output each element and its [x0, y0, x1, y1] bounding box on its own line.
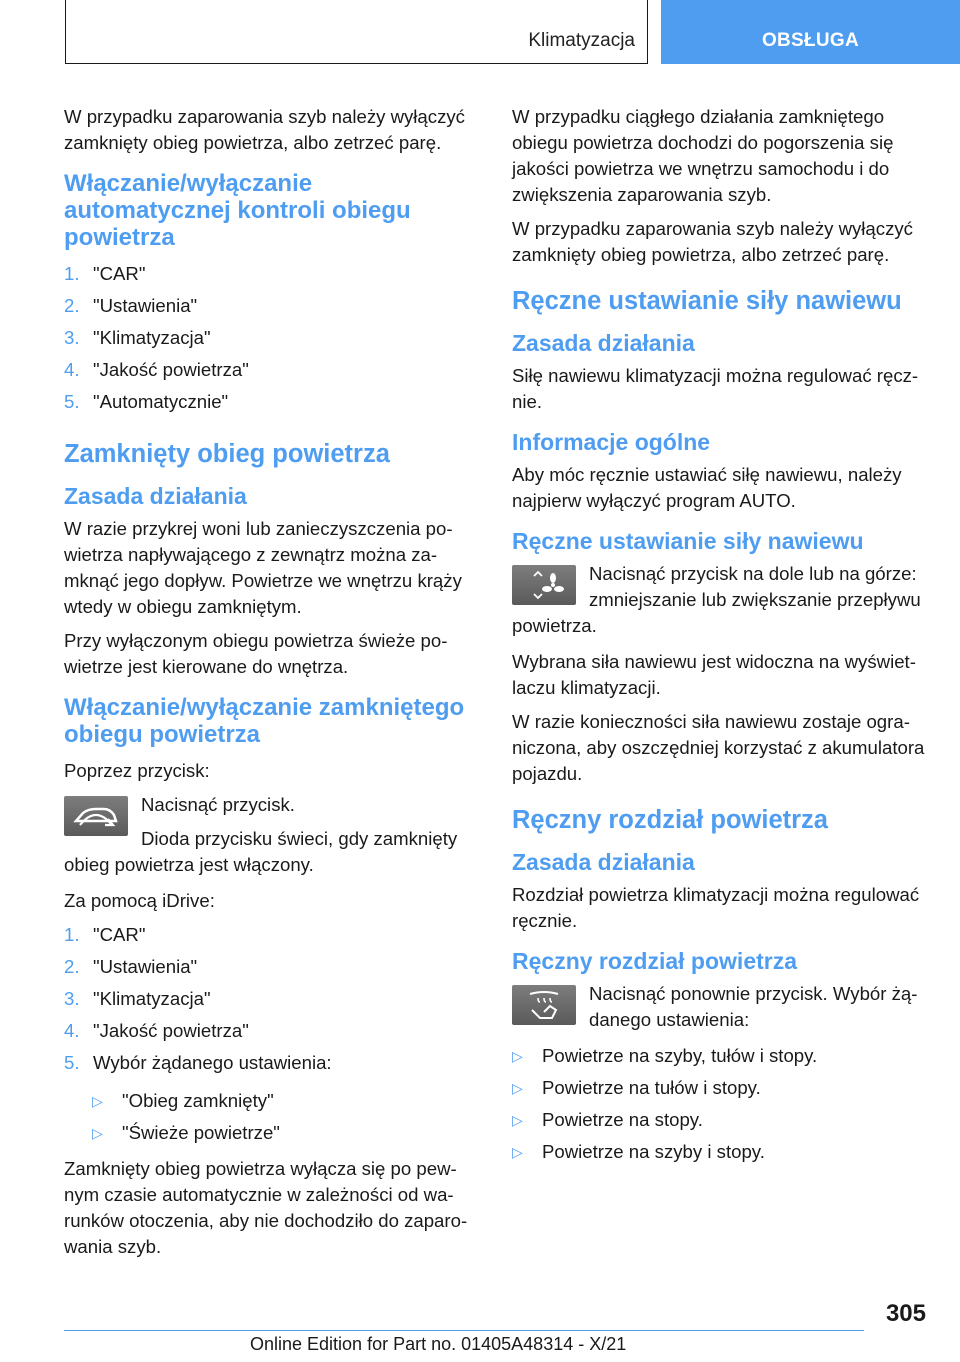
intro-paragraph: W przypadku zaparowania szyb należy wyłączyć zamknięty obieg powietrza, albo zetrzeć parę. — [64, 106, 465, 153]
footer-divider — [64, 1330, 864, 1331]
heading-closed-recirc: Zamknięty obieg powietrza — [64, 440, 390, 468]
heading-distribution-2: Ręczny rozdział powietrza — [512, 948, 798, 974]
fan-icon — [512, 565, 576, 605]
heading-fan-manual: Ręczne ustawianie siły nawiewu — [512, 287, 902, 315]
list-item: ▷ Powietrze na szyby, tułów i stopy. — [512, 1043, 930, 1075]
list-item: ▷ Powietrze na stopy. — [512, 1107, 930, 1139]
heading-toggle-closed: Włączanie/wyłączanie zamkniętego obiegu powietrza — [64, 694, 465, 748]
list-item: ▷ "Obieg zamknięty" — [92, 1088, 476, 1120]
auto-off-paragraph: Zamknięty obieg powietrza wyłącza się po pewnym czasie automatycznie w zależności od warunków otoczenia, aby nie dochodziło do zaparowania szyb. — [64, 1158, 468, 1257]
heading-distribution: Ręczny rozdział powietrza — [512, 806, 828, 834]
fan-button-block — [512, 561, 930, 639]
fan-icon-text: Nacisnąć przycisk na dole lub na górze: zmniejszanie lub zwiększanie przepływu powietrza. — [512, 563, 921, 636]
list-item: 4. "Jakość powietrza" — [64, 1020, 249, 1041]
right-column — [512, 104, 930, 1171]
paragraph-1: W przypadku ciągłego działania zamkniętego obiegu powietrza dochodzi do pogorszenia się jakości powietrza we wnętrzu samochodu i do zwiększenia zaparowania szyb. — [512, 106, 894, 205]
heading-principle-2: Zasada działania — [512, 849, 695, 875]
paragraph-2: W przypadku zaparowania szyb należy wyłączyć zamknięty obieg powietrza, albo zetrzeć parę. — [512, 218, 913, 265]
heading-principle: Zasada działania — [512, 330, 695, 356]
fan-limit-paragraph: W razie konieczności siła nawiewu zostaje ograniczona, aby oszczędniej korzystać z akumulatora pojazdu. — [512, 711, 925, 784]
list-item: 3. "Klimatyzacja" — [64, 988, 211, 1009]
triangle-bullet-icon: ▷ — [512, 1080, 523, 1096]
distribution-button-block — [512, 981, 930, 1033]
heading-auto-recirc: Włączanie/wyłączanie automatycznej kontroli obiegu powietrza — [64, 170, 411, 251]
idrive-steps-closed — [64, 922, 476, 1082]
list-item: 2. "Ustawienia" — [64, 295, 198, 316]
tab-label: OBSŁUGA — [761, 30, 860, 51]
triangle-bullet-icon: ▷ — [512, 1144, 523, 1160]
left-column — [64, 104, 476, 1268]
heading-fan-manual-2: Ręczne ustawianie siły nawiewu — [512, 528, 864, 554]
dist-icon-text: Nacisnąć ponownie przycisk. Wybór żądanego ustawienia: — [589, 983, 918, 1030]
triangle-bullet-icon: ▷ — [92, 1125, 103, 1141]
fan-principle-paragraph: Siłę nawiewu klimatyzacji można regulować ręcznie. — [512, 365, 919, 412]
principle-paragraph-2: Przy wyłączonym obiegu powietrza świeże powietrze jest kierowane do wnętrza. — [64, 630, 448, 677]
idrive-steps-auto — [64, 261, 476, 421]
principle-paragraph-1: W razie przykrej woni lub zanieczyszczenia powietrza napływającego z zewnątrz można zamknąć jego dopływ. Powietrze we wnętrzu krąży wtedy w obiegu zamkniętym. — [64, 518, 462, 617]
button-paragraph: Poprzez przycisk: — [64, 760, 210, 781]
heading-general: Informacje ogólne — [512, 429, 711, 455]
fan-display-paragraph: Wybrana siła nawiewu jest widoczna na wyświetlaczu klimatyzacji. — [512, 651, 916, 698]
general-paragraph: Aby móc ręcznie ustawiać siłę nawiewu, należy najpierw wyłączyć program AUTO. — [512, 464, 902, 511]
list-item: ▷ "Świeże powietrze" — [92, 1120, 476, 1152]
dist-principle-paragraph: Rozdział powietrza klimatyzacji można regulować ręcznie. — [512, 884, 920, 931]
idrive-paragraph: Za pomocą iDrive: — [64, 890, 215, 911]
list-item: 5. Wybór żądanego ustawienia: — [64, 1052, 332, 1073]
header-frame — [65, 0, 648, 64]
edition-footer: Online Edition for Part no. 01405A48314 - X/21 — [250, 1334, 627, 1354]
list-item: ▷ Powietrze na tułów i stopy. — [512, 1075, 930, 1107]
icon-text-press: Nacisnąć przycisk. — [141, 794, 295, 815]
setting-options — [92, 1088, 476, 1152]
icon-text-led: Dioda przycisku świeci, gdy zamknięty obieg powietrza jest włączony. — [64, 828, 458, 875]
tab-obsluga[interactable] — [661, 0, 960, 64]
heading-principle: Zasada działania — [64, 483, 247, 509]
recirculation-icon — [64, 796, 128, 836]
list-item: ▷ Powietrze na szyby i stopy. — [512, 1139, 930, 1171]
triangle-bullet-icon: ▷ — [512, 1112, 523, 1128]
section-title: Klimatyzacja — [528, 30, 635, 51]
page-number: 305 — [885, 1300, 926, 1327]
list-item: 5. "Automatycznie" — [64, 391, 229, 412]
list-item: 1. "CAR" — [64, 924, 146, 945]
distribution-options — [512, 1043, 930, 1171]
recirc-button-block — [64, 792, 476, 878]
list-item: 2. "Ustawienia" — [64, 956, 198, 977]
list-item: 1. "CAR" — [64, 263, 146, 284]
triangle-bullet-icon: ▷ — [512, 1048, 523, 1064]
list-item: 3. "Klimatyzacja" — [64, 327, 211, 348]
triangle-bullet-icon: ▷ — [92, 1093, 103, 1109]
air-distribution-icon — [512, 985, 576, 1025]
list-item: 4. "Jakość powietrza" — [64, 359, 249, 380]
